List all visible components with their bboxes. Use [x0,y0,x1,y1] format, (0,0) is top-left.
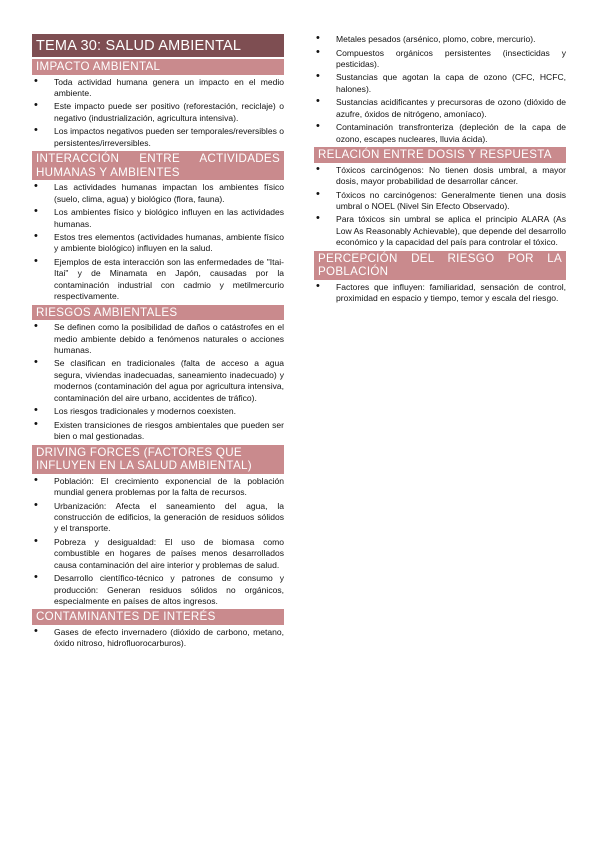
list-item: • Contaminación transfronteriza (depleción de la capa de ozono, escapes nucleares, lluvia ácida). [314,122,566,145]
bullet-list-riesgos [32,322,284,442]
list-item: • Pobreza y desigualdad: El uso de biomasa como combustible en hogares de países menos desarrollados causa contaminación del aire interior y problemas de salud. [32,537,284,571]
section-heading-driving-forces: DRIVING FORCES (FACTORES QUE INFLUYEN EN LA SALUD AMBIENTAL) [32,445,284,474]
list-item: • Se clasifican en tradicionales (falta de acceso a agua segura, viviendas inadecuadas, saneamiento inadecuado) y modernos (contaminación del agua por agricultura intensiva, contaminación del aire urbano, accidentes de tráfico). [32,358,284,404]
list-item: • Metales pesados (arsénico, plomo, cobre, mercurio). [314,34,566,45]
section-heading-riesgos: RIESGOS AMBIENTALES [32,305,284,321]
bullet-list-contaminantes-right [314,34,566,145]
bullet-list-interaccion [32,182,284,302]
bullet-list-percepcion [314,282,566,305]
left-column [32,34,284,652]
list-item: • Los impactos negativos pueden ser temporales/reversibles o persistentes/irreversibles. [32,126,284,149]
list-item: • Sustancias que agotan la capa de ozono (CFC, HCFC, halones). [314,72,566,95]
list-item: • Compuestos orgánicos persistentes (insecticidas y pesticidas). [314,48,566,71]
right-column [314,34,566,307]
bullet-list-dosis-respuesta [314,165,566,249]
list-item: • Tóxicos no carcinógenos: Generalmente tienen una dosis umbral o NOEL (Nivel Sin Efecto Observado). [314,190,566,213]
list-item: • Sustancias acidificantes y precursoras de ozono (dióxido de azufre, óxidos de nitrógeno, amoníaco). [314,97,566,120]
list-item: • Urbanización: Afecta el saneamiento del agua, la construcción de edificios, la generación de residuos sólidos y el transporte. [32,501,284,535]
section-heading-interaccion: INTERACCIÓN ENTRE ACTIVIDADES HUMANAS Y AMBIENTES [32,151,284,180]
list-item: • Población: El crecimiento exponencial de la población mundial genera problemas por la falta de recursos. [32,476,284,499]
list-item: • Tóxicos carcinógenos: No tienen dosis umbral, a mayor dosis, mayor probabilidad de desarrollar cáncer. [314,165,566,188]
list-item: • Gases de efecto invernadero (dióxido de carbono, metano, óxido nitroso, hidrofluorocarburos). [32,627,284,650]
bullet-list-driving-forces [32,476,284,608]
list-item: • Los ambientes físico y biológico influyen en las actividades humanas. [32,207,284,230]
page-title: TEMA 30: SALUD AMBIENTAL [32,34,284,57]
list-item: • Las actividades humanas impactan los ambientes físico (suelo, clima, agua) y biológico (flora, fauna). [32,182,284,205]
bullet-list-contaminantes-left [32,627,284,650]
section-heading-dosis-respuesta: RELACIÓN ENTRE DOSIS Y RESPUESTA [314,147,566,163]
list-item: • Ejemplos de esta interacción son las enfermedades de "Itai-Itai" y de Minamata en Japón, causadas por la contaminación industrial con cadmio y metilmercurio respectivamente. [32,257,284,303]
list-item: • Existen transiciones de riesgos ambientales que pueden ser bien o mal gestionadas. [32,420,284,443]
list-item: • Este impacto puede ser positivo (reforestación, reciclaje) o negativo (industrialización, agricultura intensiva). [32,101,284,124]
section-heading-percepcion: PERCEPCIÓN DEL RIESGO POR LA POBLACIÓN [314,251,566,280]
list-item: • Toda actividad humana genera un impacto en el medio ambiente. [32,77,284,100]
list-item: • Los riesgos tradicionales y modernos coexisten. [32,406,284,417]
list-item: • Desarrollo científico-técnico y patrones de consumo y producción: Generan residuos sólidos no orgánicos, especialmente en países de altos ingresos. [32,573,284,607]
list-item: • Se definen como la posibilidad de daños o catástrofes en el medio ambiente debido a fenómenos naturales o acciones humanas. [32,322,284,356]
list-item: • Factores que influyen: familiaridad, sensación de control, proximidad en espacio y tiempo, temor y escala del riesgo. [314,282,566,305]
section-heading-impacto: IMPACTO AMBIENTAL [32,59,284,75]
bullet-list-impacto [32,77,284,150]
list-item: • Para tóxicos sin umbral se aplica el principio ALARA (As Low As Reasonably Achievable), que depende del desarrollo económico y la capacidad del país para controlar el tóxico. [314,214,566,248]
section-heading-contaminantes: CONTAMINANTES DE INTERÉS [32,609,284,625]
list-item: • Estos tres elementos (actividades humanas, ambiente físico y ambiente biológico) influyen en la salud. [32,232,284,255]
